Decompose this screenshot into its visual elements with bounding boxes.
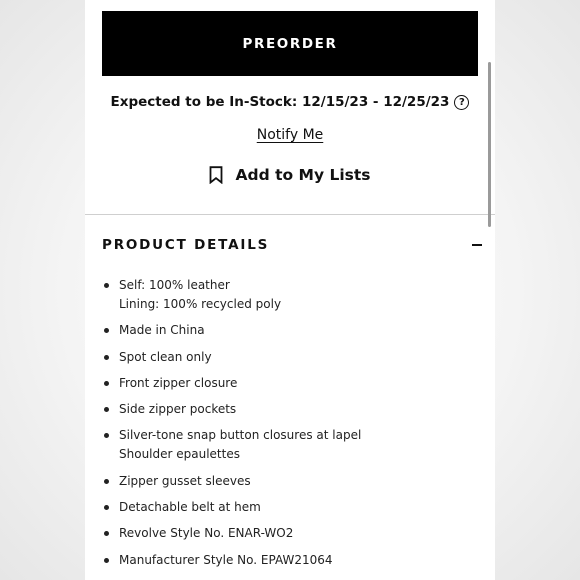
section-divider [85, 214, 495, 215]
bullet-icon [104, 355, 109, 360]
list-item [102, 400, 482, 419]
bullet-icon [104, 505, 109, 510]
list-item [102, 276, 482, 314]
list-item-text: Front zipper closure [119, 375, 238, 390]
list-item [102, 524, 482, 543]
list-item-text: Manufacturer Style No. EPAW21064 [119, 552, 333, 567]
preorder-button[interactable] [102, 11, 478, 76]
bullet-icon [104, 433, 109, 438]
list-item-text: Zipper gusset sleeves [119, 473, 251, 488]
list-item-text: Side zipper pockets [119, 402, 237, 417]
bullet-icon [104, 558, 109, 563]
bullet-icon [104, 407, 109, 412]
add-to-lists-label: Add to My Lists [235, 166, 371, 184]
list-item-text: Shoulder epaulettes [119, 447, 240, 462]
product-panel [85, 0, 495, 580]
list-item-text: Detachable belt at hem [119, 500, 261, 515]
scrollbar[interactable] [488, 62, 491, 227]
preorder-button-label: PREORDER [242, 35, 338, 52]
list-item [102, 321, 482, 340]
add-to-lists-button[interactable] [85, 166, 495, 184]
product-details-list [102, 276, 482, 577]
list-item-text: Silver-tone snap button closures at lapel [119, 428, 362, 443]
list-item [102, 551, 482, 570]
bullet-icon [104, 531, 109, 536]
list-item-text: Lining: 100% recycled poly [119, 297, 282, 311]
list-item [102, 498, 482, 517]
list-item-text: Spot clean only [119, 349, 212, 364]
bullet-icon [104, 479, 109, 484]
list-item [102, 374, 482, 393]
instock-text: Expected to be In-Stock: 12/15/23 - 12/25/23 [110, 94, 450, 110]
bullet-icon [104, 283, 109, 288]
product-details-heading: PRODUCT DETAILS [102, 237, 270, 253]
bookmark-icon [209, 166, 223, 184]
question-circle-icon[interactable]: ? [454, 95, 469, 110]
notify-me-link[interactable]: Notify Me [256, 127, 324, 143]
list-item-text: Made in China [119, 323, 205, 338]
instock-estimate [85, 94, 495, 110]
bullet-icon [104, 381, 109, 386]
list-item [102, 426, 482, 464]
list-item [102, 472, 482, 491]
list-item-text: Self: 100% leather [119, 278, 230, 292]
minus-icon [472, 244, 482, 246]
list-item-text: Revolve Style No. ENAR-WO2 [119, 526, 294, 541]
list-item [102, 348, 482, 367]
bullet-icon [104, 328, 109, 333]
